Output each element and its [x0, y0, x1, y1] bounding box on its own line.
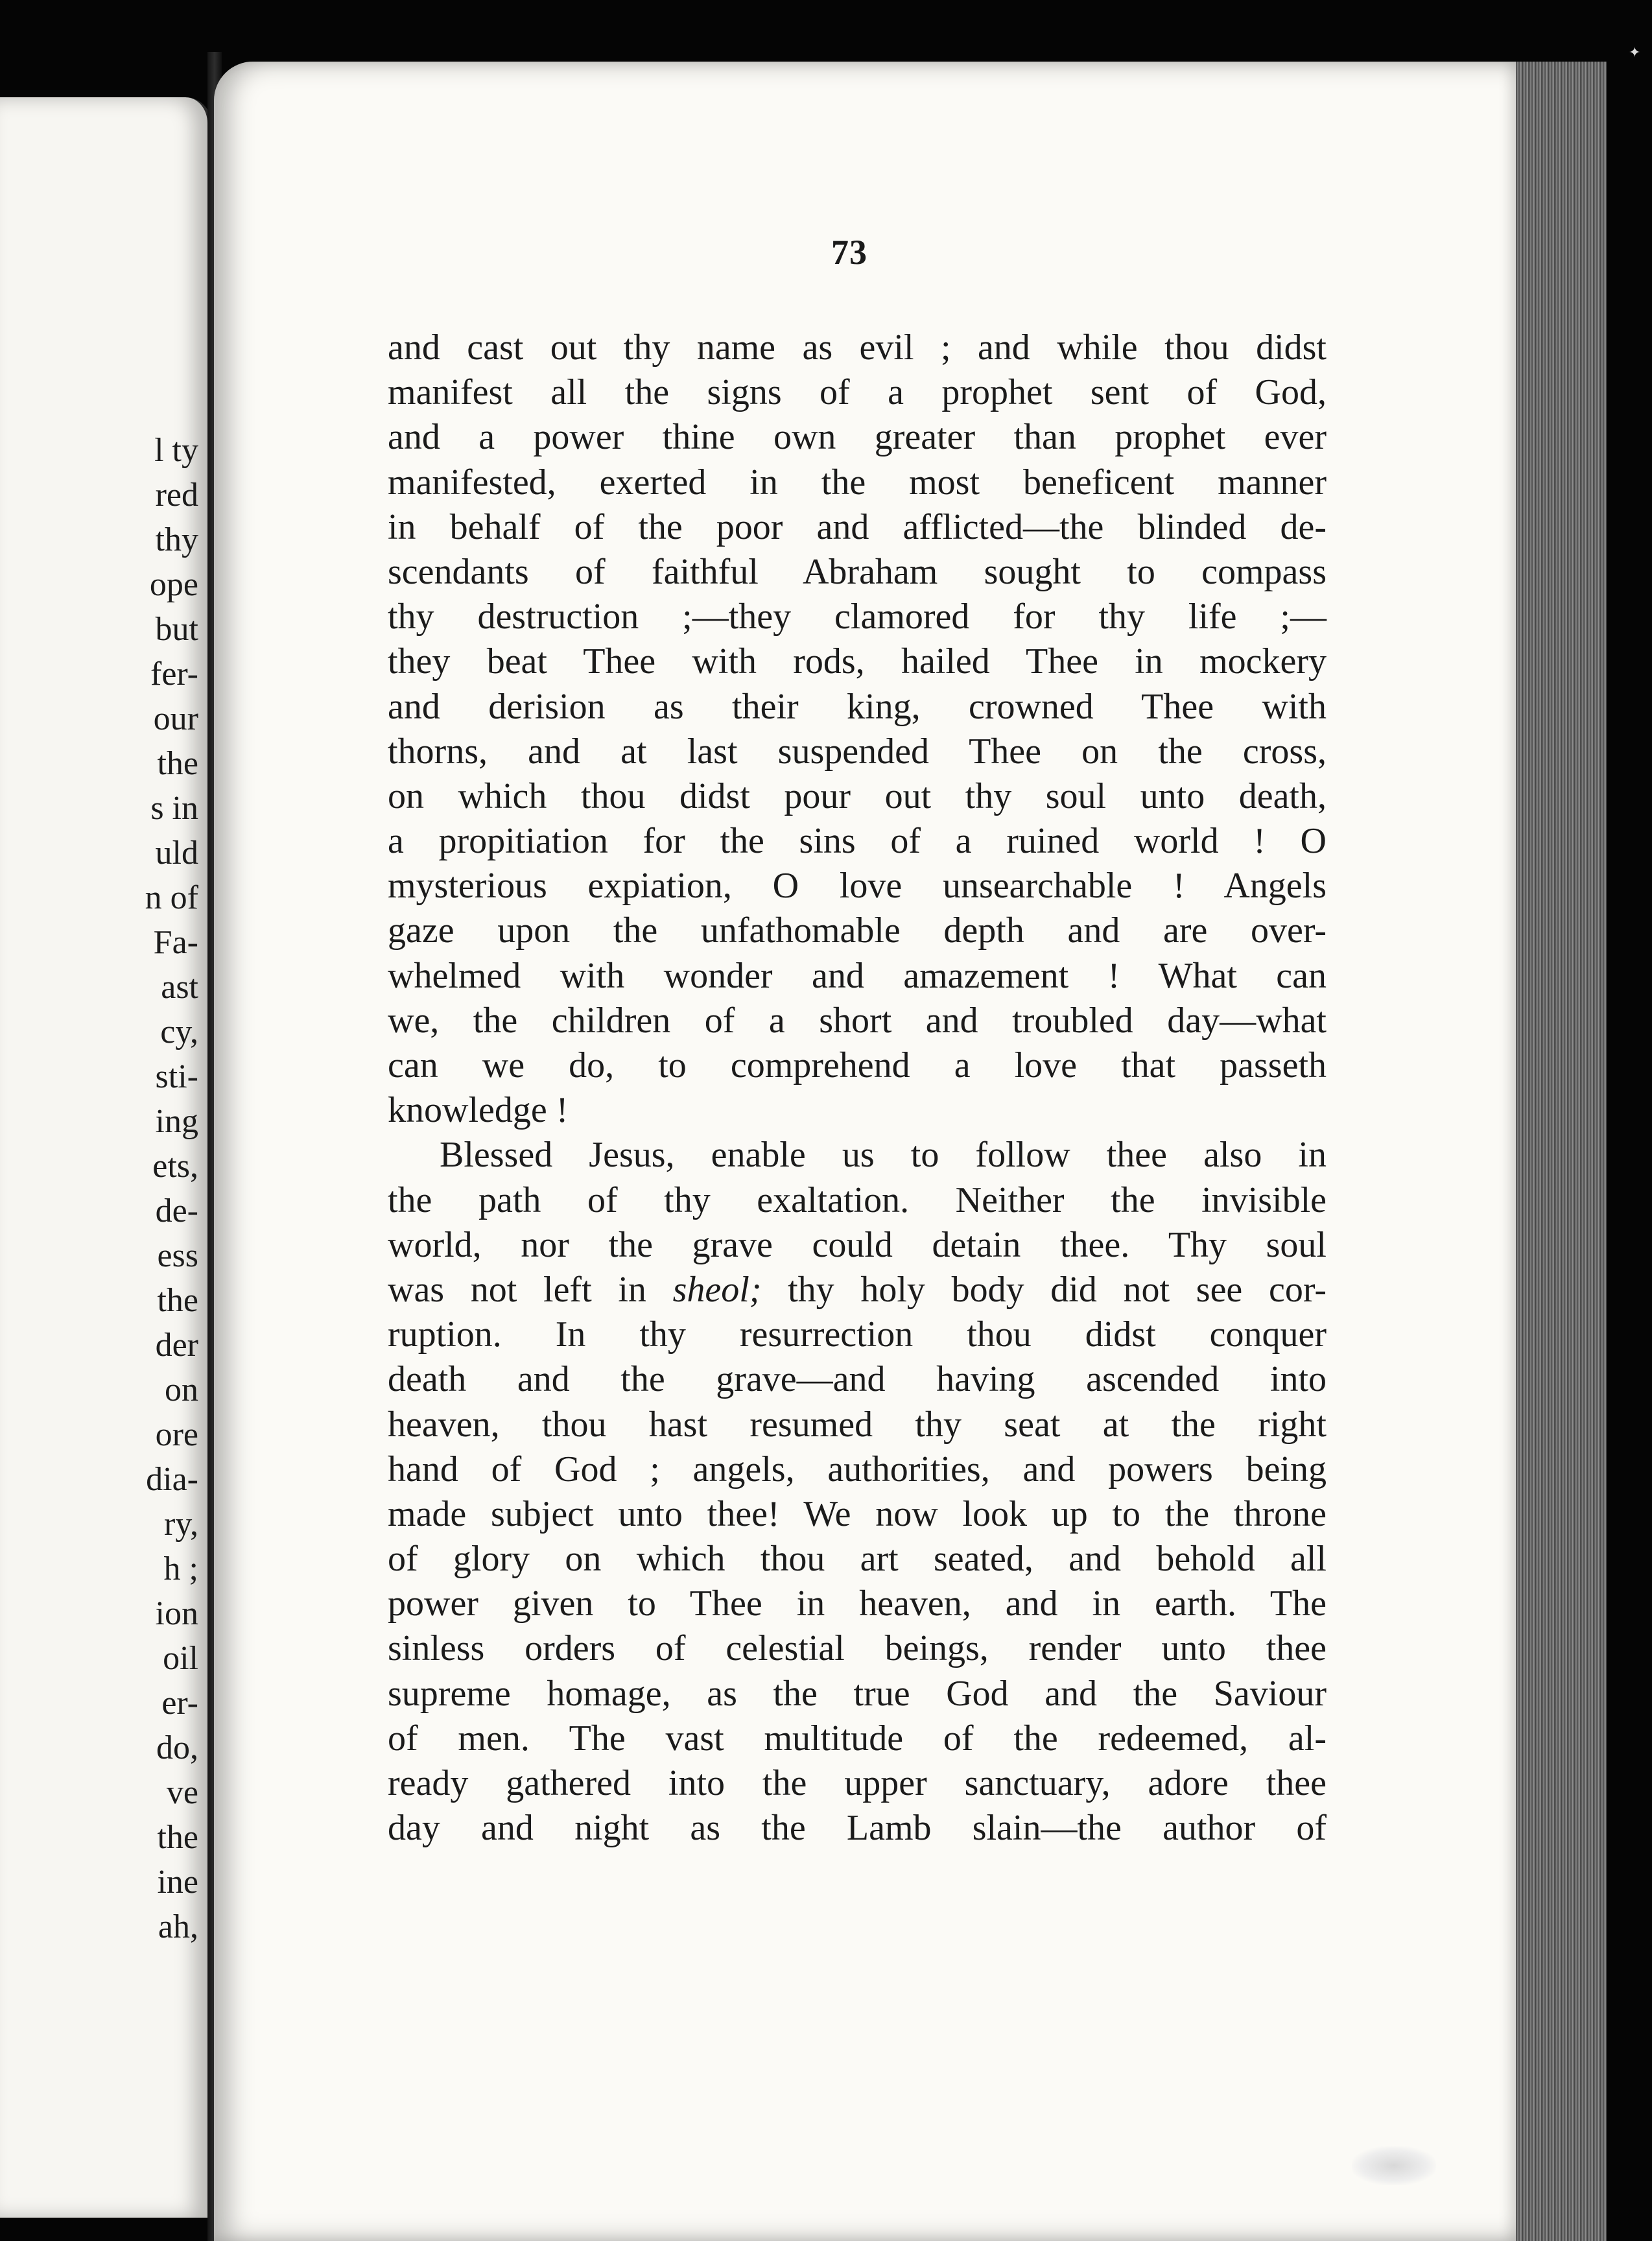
- left-page-fragment: der: [155, 1327, 198, 1364]
- left-page-fragment: but: [155, 611, 198, 648]
- left-page-fragment: thy: [155, 521, 198, 558]
- text-line: power given to Thee in heaven, and in earth. The: [388, 1583, 1327, 1624]
- left-page-fragment: ope: [149, 566, 198, 603]
- left-page-fragment: ing: [155, 1103, 198, 1140]
- library-stamp-mark: [1352, 2146, 1436, 2185]
- text-line: ruption. In thy resurrection thou didst conquer: [388, 1314, 1327, 1355]
- left-page-fragment: uld: [155, 835, 198, 872]
- text-line: manifest all the signs of a prophet sent of God,: [388, 372, 1327, 413]
- left-page-fragment: dia-: [146, 1461, 198, 1498]
- left-page-fragment: cy,: [160, 1014, 198, 1050]
- text-line: and a power thine own greater than prophet ever: [388, 417, 1327, 458]
- left-page-fragment: ine: [157, 1864, 198, 1901]
- text-line: manifested, exerted in the most beneficent manner: [388, 462, 1327, 503]
- text-line: of men. The vast multitude of the redeemed, al-: [388, 1718, 1327, 1759]
- left-page-fragment: s in: [150, 790, 198, 827]
- left-page-fragment: the: [157, 1819, 198, 1856]
- text-segment: was not left in: [388, 1269, 673, 1310]
- text-line: and derision as their king, crowned Thee with: [388, 686, 1327, 727]
- left-page-fragment: ets,: [152, 1148, 198, 1185]
- text-line: and cast out thy name as evil ; and while thou didst: [388, 327, 1327, 368]
- left-page-fragment: de-: [155, 1192, 198, 1229]
- text-line: of glory on which thou art seated, and behold all: [388, 1539, 1327, 1580]
- text-line: death and the grave—and having ascended into: [388, 1359, 1327, 1400]
- text-line: on which thou didst pour out thy soul unto death,: [388, 776, 1327, 816]
- page-number: 73: [831, 233, 867, 272]
- left-page-fragment: er-: [161, 1685, 198, 1722]
- left-page-fragment: ah,: [158, 1908, 198, 1945]
- left-page-fragment: oil: [163, 1640, 198, 1677]
- left-page-fragment: ve: [166, 1774, 198, 1811]
- text-line: thy destruction ;—they clamored for thy life ;—: [388, 597, 1327, 637]
- left-page-fragment: h ;: [163, 1550, 198, 1587]
- corner-mark-icon: ✦: [1629, 44, 1641, 60]
- text-line: day and night as the Lamb slain—the author of: [388, 1808, 1327, 1849]
- text-line: can we do, to comprehend a love that passeth: [388, 1045, 1327, 1085]
- text-line: mysterious expiation, O love unsearchable ! Angels: [388, 866, 1327, 907]
- left-page-fragment: ry,: [164, 1506, 198, 1543]
- left-page-fragment: l ty: [154, 432, 198, 469]
- left-page-fragment: ess: [157, 1237, 198, 1274]
- text-line: thorns, and at last suspended Thee on the cross,: [388, 731, 1327, 772]
- paragraph-end-line: knowledge !: [388, 1090, 569, 1131]
- text-line: made subject unto thee! We now look up to the throne: [388, 1493, 1327, 1534]
- text-line: whelmed with wonder and amazement ! What can: [388, 955, 1327, 996]
- left-page: [0, 97, 211, 2218]
- text-line: gaze upon the unfathomable depth and are over-: [388, 910, 1327, 951]
- text-line: scendants of faithful Abraham sought to compass: [388, 551, 1327, 592]
- left-page-fragment: the: [157, 1282, 198, 1319]
- text-line-with-italic: [388, 1268, 1327, 1312]
- left-page-fragment: ast: [161, 969, 198, 1006]
- left-page-fragment: sti-: [155, 1058, 198, 1095]
- text-line: world, nor the grave could detain thee. Thy soul: [388, 1224, 1327, 1265]
- left-page-fragment: red: [155, 477, 198, 514]
- left-page-fragment: our: [153, 700, 198, 737]
- text-line: sinless orders of celestial beings, render unto thee: [388, 1628, 1327, 1669]
- left-page-fragment: on: [165, 1371, 198, 1408]
- text-line: a propitiation for the sins of a ruined world ! O: [388, 821, 1327, 862]
- left-page-fragment: Fa-: [153, 924, 198, 961]
- left-page-fragment: n of: [145, 879, 198, 916]
- text-line: hand of God ; angels, authorities, and powers being: [388, 1449, 1327, 1489]
- left-page-fragment: ore: [155, 1416, 198, 1453]
- text-segment: thy holy body did not see cor-: [761, 1269, 1327, 1310]
- text-line: the path of thy exaltation. Neither the invisible: [388, 1180, 1327, 1220]
- text-line: we, the children of a short and troubled day—what: [388, 1000, 1327, 1041]
- scan-margin: [1607, 26, 1652, 2241]
- left-page-fragment: do,: [156, 1729, 198, 1766]
- text-line: supreme homage, as the true God and the Saviour: [388, 1673, 1327, 1714]
- left-page-fragment: ion: [155, 1595, 198, 1632]
- left-page-fragment: the: [157, 745, 198, 782]
- text-line: ready gathered into the upper sanctuary, adore thee: [388, 1763, 1327, 1803]
- italic-word: sheol;: [672, 1269, 762, 1310]
- page-edges: [1516, 62, 1607, 2241]
- left-page-fragment: fer-: [150, 656, 198, 693]
- paragraph-start-line: Blessed Jesus, enable us to follow thee also in: [440, 1135, 1327, 1176]
- text-line: in behalf of the poor and afflicted—the blinded de-: [388, 506, 1327, 547]
- body-text: [388, 326, 1327, 1851]
- text-line: heaven, thou hast resumed thy seat at the right: [388, 1404, 1327, 1445]
- text-line: they beat Thee with rods, hailed Thee in mockery: [388, 641, 1327, 682]
